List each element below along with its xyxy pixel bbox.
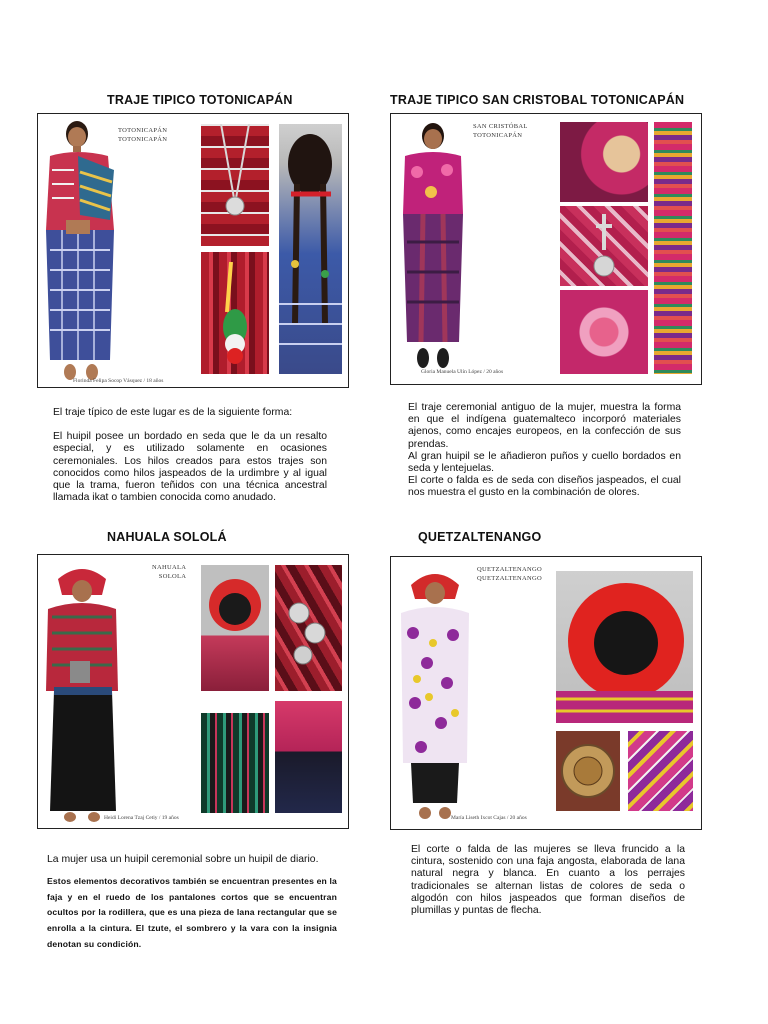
photo-label: TOTONICAPÁN TOTONICAPÁN xyxy=(118,127,168,143)
photo-caption: Florinda Felipa Socop Vásquez / 18 años xyxy=(73,378,164,384)
photo-caption: Heidi Lorena Tzaj Cetiy / 19 años xyxy=(104,815,179,821)
section-heading-san-cristobal: TRAJE TIPICO SAN CRISTOBAL TOTONICAPÁN xyxy=(390,93,685,107)
photo-panel-totonicapan xyxy=(37,113,349,388)
photo-panel-quetzaltenango xyxy=(390,556,702,830)
woman-figure-illustration xyxy=(397,563,473,825)
photo-panel-nahuala xyxy=(37,554,349,829)
detail-photo-red-headdress xyxy=(556,571,693,723)
detail-photo-calendar-medallion xyxy=(556,731,620,811)
woman-figure-illustration xyxy=(397,122,469,377)
detail-photo-braids xyxy=(279,124,342,374)
detail-photo-head-wrap xyxy=(201,565,269,691)
section-text-san-cristobal: El traje ceremonial antiguo de la mujer, muestra la forma en que el indígena guatemalteco incorporó materiales ajenos, como encajes europeos, en la confección de sus prendas. Al gran huipil se le añadieron puños y cuello bordados en seda y lentejuelas. El corte o falda es de seda con diseños jaspeados, el cual nos muestra el gusto en la combinación de olores. xyxy=(408,402,681,499)
detail-photo-tassel xyxy=(201,252,269,374)
photo-label: SAN CRISTÓBAL TOTONICAPÁN xyxy=(473,123,528,139)
photo-caption: María Liseth Ixcot Cajas / 20 años xyxy=(451,815,527,821)
section-heading-totonicapan: TRAJE TIPICO TOTONICAPÁN xyxy=(107,93,293,107)
section-text-nahuala: La mujer usa un huipil ceremonial sobre un huipil de diario. Estos elementos decorativos también se encuentran presentes en la faja y en el ruedo de los pantalones cortos que se encuentran ocultos por la rodillera, que es una pieza de lana rectangular que se enrolla a la cintura. El tzute, el sombrero y la vara con la insignia denotan su condición. xyxy=(47,854,337,949)
photo-label: NAHUALA SOLOLA xyxy=(152,564,187,580)
detail-photo-woven-belt xyxy=(201,713,269,813)
section-text-totonicapan: El traje típico de este lugar es de la siguiente forma: El huipil posee un bordado en seda que le da un resalto especial, y es utilizado solamente en ocasiones ceremoniales. Los hilos creados para estos trajes son conocidos como hilos jaspeados de la urdimbre y al igual que la trama, fueron teñidos con una técnica ancestral llamada ikat o tambien conocida como anudado. xyxy=(53,407,327,504)
section-text-quetzaltenango: El corte o falda de las mujeres se lleva fruncido a la cintura, sostenido con una faja angosta, elaborada de lana natural negra y blanca. En cuanto a los perrajes tradicionales se alternan listas de colores de seda o algodón con hilos jaspeados que forman diseños de plumillas y puntas de flecha. xyxy=(411,844,685,917)
detail-photo-zigzag-fabric xyxy=(628,731,693,811)
section-heading-nahuala: NAHUALA SOLOLÁ xyxy=(107,530,227,544)
detail-photo-necklace xyxy=(201,124,269,246)
photo-label: QUETZALTENANGO QUETZALTENANGO xyxy=(477,566,542,582)
detail-photo-cross-pendant xyxy=(560,206,648,286)
detail-photo-floral-embroidery xyxy=(560,290,648,374)
section-heading-quetzaltenango: QUETZALTENANGO xyxy=(418,530,542,544)
photo-panel-san-cristobal xyxy=(390,113,702,385)
photo-caption: Gloria Manuela Ulín López / 20 años xyxy=(421,369,504,375)
detail-photo-embroidery-collar xyxy=(560,122,648,202)
detail-photo-silver-coins xyxy=(275,565,342,691)
detail-photo-huipil-pattern xyxy=(275,701,342,813)
woman-figure-illustration xyxy=(42,561,124,823)
detail-photo-striped-fabric xyxy=(654,122,692,374)
woman-figure-illustration xyxy=(40,120,120,385)
